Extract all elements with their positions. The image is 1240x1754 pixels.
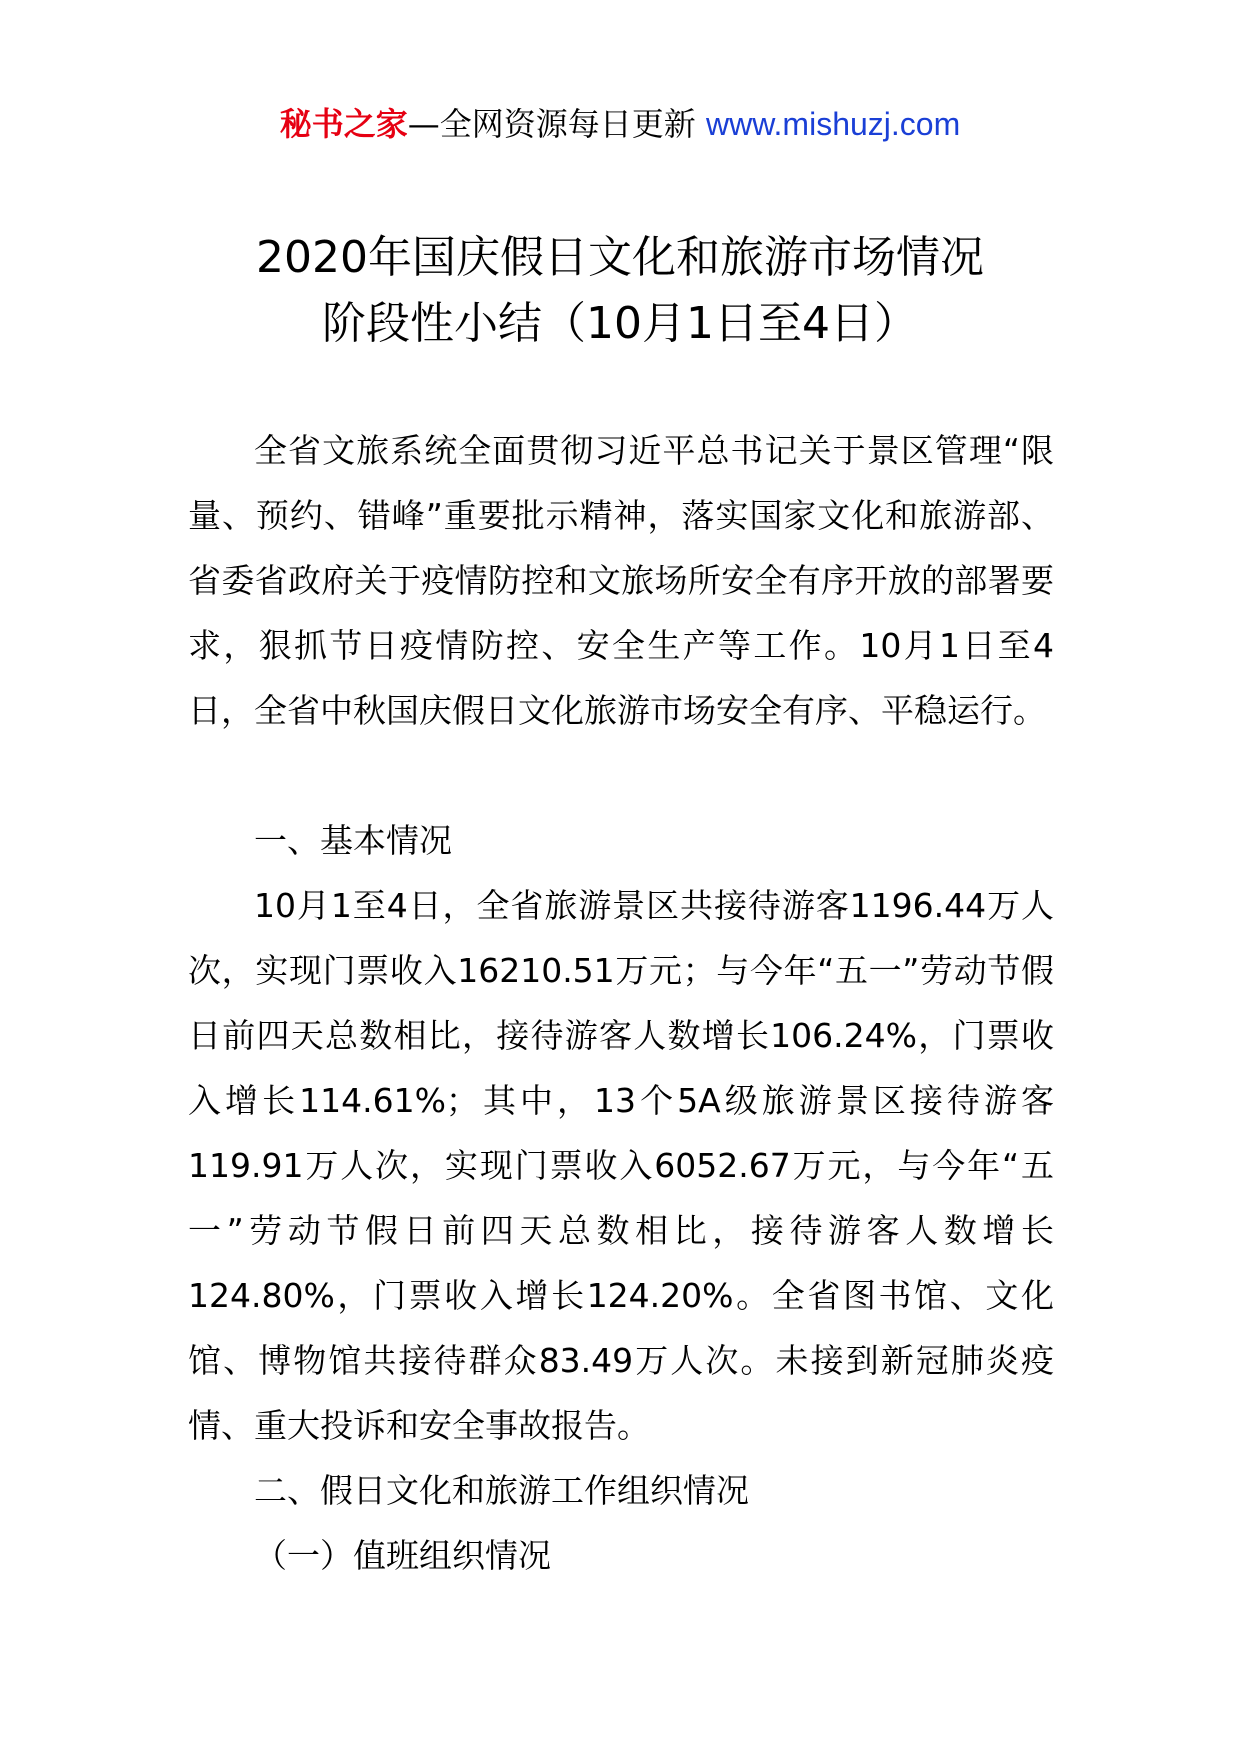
section-heading-organization: 二、假日文化和旅游工作组织情况	[254, 1471, 749, 1510]
page-header	[0, 100, 1240, 148]
intro-paragraph: 全省文旅系统全面贯彻习近平总书记关于景区管理“限量、预约、错峰”重要批示精神，落实国家文化和旅游部、省委省政府关于疫情防控和文旅场所安全有序开放的部署要求，狠抓节日疫情防控、安全生产等工作。10月1日至4日，全省中秋国庆假日文化旅游市场安全有序、平稳运行。	[188, 431, 1054, 730]
section-heading-basic-situation: 一、基本情况	[254, 821, 452, 860]
basic-situation-paragraph: 10月1至4日，全省旅游景区共接待游客1196.44万人次，实现门票收入16210.51万元；与今年“五一”劳动节假日前四天总数相比，接待游客人数增长106.24%，门票收入增长114.61%；其中，13个5A级旅游景区接待游客119.91万人次，实现门票收入6052.67万元，与今年“五一”劳动节假日前四天总数相比，接待游客人数增长124.80%，门票收入增长124.20%。全省图书馆、文化馆、博物馆共接待群众83.49万人次。未接到新冠肺炎疫情、重大投诉和安全事故报告。	[188, 886, 1054, 1445]
document-title-line-2: 阶段性小结（10月1日至4日）	[322, 298, 918, 349]
sub-heading-duty-organization: （一）值班组织情况	[254, 1536, 551, 1575]
header-tagline: —全网资源每日更新	[407, 105, 696, 143]
brand-name: 秘书之家	[279, 105, 408, 143]
document-title-line-1: 2020年国庆假日文化和旅游市场情况	[256, 232, 984, 283]
website-link[interactable]: www.mishuzj.com	[705, 106, 961, 142]
